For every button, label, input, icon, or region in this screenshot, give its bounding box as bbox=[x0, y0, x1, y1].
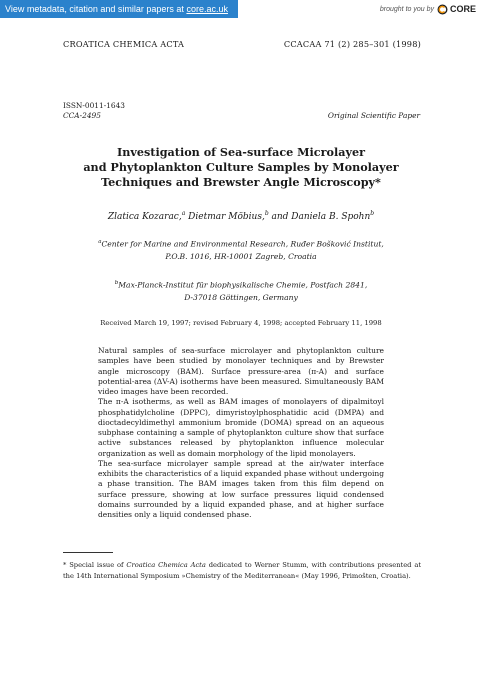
title-line: Investigation of Sea-surface Microlayer bbox=[117, 145, 365, 159]
author-name: Dietmar Möbius, bbox=[185, 212, 265, 222]
footnote-journal: Croatica Chemica Acta bbox=[126, 561, 206, 569]
running-head bbox=[63, 39, 421, 49]
metadata-banner-link[interactable] bbox=[0, 0, 238, 18]
author-affil-marker: a bbox=[181, 210, 186, 217]
received-dates: Received March 19, 1997; revised February 4, 1998; accepted February 11, 1998 bbox=[100, 319, 382, 327]
affil-line: P.O.B. 1016, HR-10001 Zagreb, Croatia bbox=[165, 251, 317, 261]
author-name: Zlatica Kozarac, bbox=[107, 212, 182, 222]
author-name: and Daniela B. Spohn bbox=[268, 212, 371, 222]
core-logo[interactable] bbox=[437, 4, 476, 15]
article-meta bbox=[63, 101, 125, 121]
author-affil-marker: b bbox=[370, 210, 375, 217]
author-affil-marker: b bbox=[264, 210, 269, 217]
paper-type: Original Scientific Paper bbox=[327, 111, 420, 120]
affiliation-b bbox=[40, 277, 442, 304]
affil-marker: b bbox=[114, 280, 119, 286]
affil-line: Center for Marine and Environmental Research, Ruđer Bošković Institut, bbox=[101, 239, 384, 249]
journal-citation: CCACAA 71 (2) 285–301 (1998) bbox=[283, 39, 421, 49]
abstract-paragraph: The π-A isotherms, as well as BAM images of monolayers of dipalmitoyl phosphatidylcholine (DPPC), dimyristoylphosphatidic acid (DMPA) and dioctadecyldimethyl ammonium bromide (DOMA) spread on an aqueous subphase containing a sample of phytoplankton culture show that surface active substances released by phytoplankton influence molecular organization as well as domain morphology of the lipid monolayers. bbox=[98, 397, 384, 458]
banner-text: View metadata, citation and similar papers at bbox=[5, 4, 187, 14]
footnote-rule bbox=[63, 552, 113, 553]
title-line: and Phytoplankton Culture Samples by Monolayer bbox=[83, 160, 399, 174]
core-logo-icon bbox=[437, 4, 448, 15]
abstract bbox=[98, 346, 384, 520]
footnote-text: dedicated to Werner Stumm, with contributions presented at the 14th International Symposium »Chemistry of the Mediterranean« (May 1996, Primošten, Croatia). bbox=[63, 561, 422, 580]
affil-marker: a bbox=[98, 239, 102, 245]
article-title bbox=[40, 145, 442, 190]
issn: ISSN-0011-1643 bbox=[63, 101, 125, 110]
abstract-paragraph: The sea-surface microlayer sample spread at the air/water interface exhibits the characteristics of a liquid expanded phase without undergoing a phase transition. The BAM images taken from this film depend on surface pressure, showing at low surface pressures liquid condensed domains surrounded by a liquid expanded phase, and at higher surface densities only a liquid condensed phase. bbox=[98, 458, 384, 519]
footnote-marker: * Special issue of bbox=[63, 561, 127, 569]
abstract-paragraph: Natural samples of sea-surface microlayer and phytoplankton culture samples have been studied by monolayer techniques and by Brewster angle microscopy (BAM). Surface pressure-area (π-A) and surface potential-area (ΔV-A) isotherms have been measured. Simultaneously BAM video images have been recorded. bbox=[98, 346, 384, 396]
affil-line: D-37018 Göttingen, Germany bbox=[184, 292, 298, 302]
author-list bbox=[40, 210, 442, 222]
core-banner bbox=[0, 0, 482, 18]
brought-text: brought to you by bbox=[379, 5, 434, 13]
core-link[interactable]: core.ac.uk bbox=[186, 4, 228, 14]
footnote bbox=[63, 560, 421, 581]
title-line: Techniques and Brewster Angle Microscopy* bbox=[101, 175, 381, 189]
core-label: CORE bbox=[449, 4, 476, 14]
brought-by[interactable] bbox=[380, 0, 476, 18]
journal-name: CROATICA CHEMICA ACTA bbox=[63, 39, 185, 49]
article-code: CCA-2495 bbox=[63, 111, 101, 120]
affil-line: Max-Planck-Institut für biophysikalische Chemie, Postfach 2841, bbox=[118, 280, 368, 290]
affiliation-a bbox=[40, 236, 442, 263]
